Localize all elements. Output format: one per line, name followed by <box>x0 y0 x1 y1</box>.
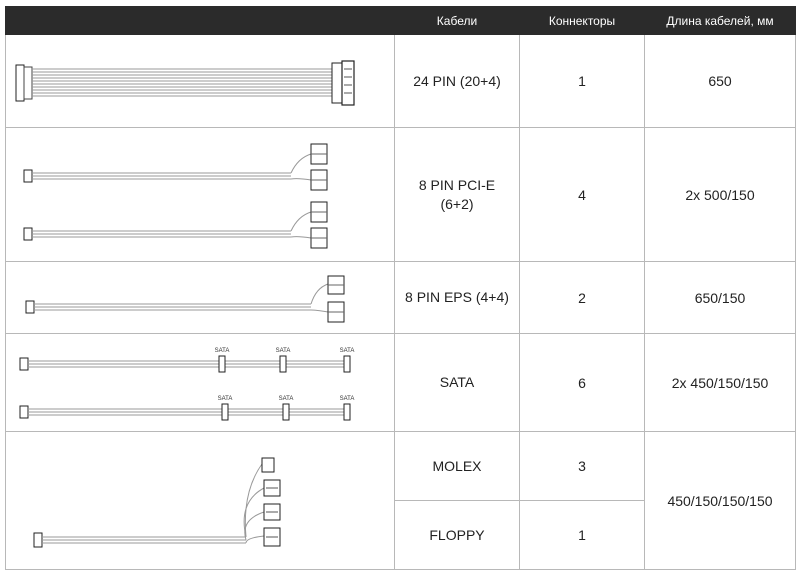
cable-length: 2x 450/150/150 <box>645 334 796 432</box>
cable-illustration-sata <box>6 334 395 432</box>
connector-count: 1 <box>520 35 645 128</box>
table-row <box>6 128 796 262</box>
cable-length: 450/150/150/150 <box>645 432 796 570</box>
table-row <box>6 334 796 432</box>
sata-label: SATA <box>339 396 355 402</box>
connector-count: 6 <box>520 334 645 432</box>
cable-name: FLOPPY <box>395 501 520 570</box>
header-cables: Кабели <box>395 7 520 35</box>
cable-name: SATA <box>395 334 520 432</box>
sata-label: SATA <box>214 348 230 354</box>
cable-length: 650 <box>645 35 796 128</box>
sata-label: SATA <box>278 396 294 402</box>
cable-illustration-24pin <box>6 35 395 128</box>
cable-illustration-molex-floppy <box>6 432 395 570</box>
table-row <box>6 35 796 128</box>
header-image-cell <box>6 7 395 35</box>
sata-label: SATA <box>275 348 291 354</box>
header-row <box>6 7 796 35</box>
cable-name: 8 PIN EPS (4+4) <box>395 262 520 334</box>
table-row <box>6 432 796 501</box>
connector-count: 1 <box>520 501 645 570</box>
table-row <box>6 262 796 334</box>
cable-length: 650/150 <box>645 262 796 334</box>
cable-name: 24 PIN (20+4) <box>395 35 520 128</box>
connector-count: 3 <box>520 432 645 501</box>
connector-count: 4 <box>520 128 645 262</box>
sata-label: SATA <box>217 396 233 402</box>
connector-count: 2 <box>520 262 645 334</box>
cable-spec-table <box>5 6 796 570</box>
header-length: Длина кабелей, мм <box>645 7 796 35</box>
cable-length: 2x 500/150 <box>645 128 796 262</box>
header-connectors: Коннекторы <box>520 7 645 35</box>
cable-illustration-eps <box>6 262 395 334</box>
sata-label: SATA <box>339 348 355 354</box>
cable-name: MOLEX <box>395 432 520 501</box>
cable-illustration-pcie <box>6 128 395 262</box>
cable-name: 8 PIN PCI-E (6+2) <box>395 128 520 262</box>
